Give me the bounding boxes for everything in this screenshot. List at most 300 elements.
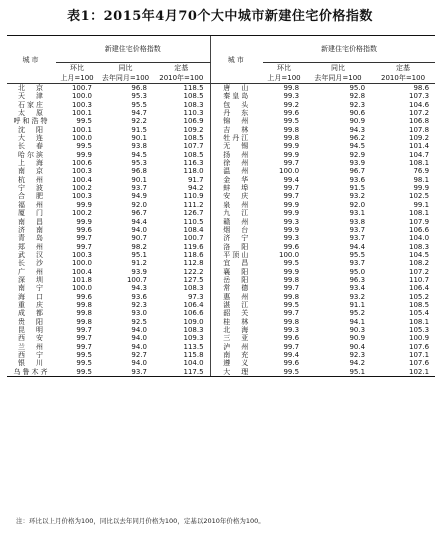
base-value: 106.6	[408, 225, 430, 234]
mom-value: 99.6	[283, 109, 300, 118]
yoy-header-left: 同比 去年同月=100	[98, 63, 153, 84]
base-value: 98.1	[413, 175, 430, 184]
mom-value: 99.3	[283, 325, 300, 334]
base-header-right: 定基 2010年=100	[371, 63, 435, 84]
city-name: 洛 阳	[210, 243, 263, 251]
yoy-value: 98.2	[131, 242, 147, 251]
mom-value: 100.7	[71, 84, 92, 92]
yoy-value: 95.0	[349, 84, 366, 92]
base-value: 108.5	[183, 150, 204, 159]
base-value: 118.6	[183, 250, 204, 259]
base-value: 100.7	[183, 234, 204, 243]
yoy-value: 95.5	[131, 100, 147, 109]
city-name: 长 沙	[18, 259, 45, 268]
city-name: 西 安	[18, 334, 45, 343]
table-row	[7, 276, 435, 284]
base-value: 104.6	[408, 100, 430, 109]
city-name: 武 汉	[18, 250, 45, 259]
table-row	[7, 184, 435, 192]
city-name: 厦 门	[18, 209, 45, 218]
city-name: 徐 州	[210, 159, 263, 167]
mom-value: 99.6	[283, 359, 300, 368]
table-row	[7, 117, 435, 125]
yoy-value: 92.3	[349, 351, 366, 359]
mom-value: 99.7	[283, 342, 300, 351]
yoy-value: 93.7	[349, 225, 366, 234]
base-value: 108.3	[183, 325, 204, 334]
mom-value: 99.7	[76, 342, 92, 351]
yoy-value: 95.3	[131, 159, 147, 168]
city-name: 南 昌	[18, 217, 45, 226]
mom-value: 99.6	[283, 242, 300, 251]
mom-value: 99.6	[283, 334, 300, 343]
base-value: 109.2	[183, 125, 204, 134]
mom-value: 100.1	[71, 125, 92, 134]
yoy-value: 93.7	[349, 259, 366, 268]
city-name: 长 春	[18, 142, 45, 151]
city-name: 安 庆	[210, 192, 263, 200]
city-name: 吉 林	[210, 126, 263, 134]
mom-value: 99.9	[283, 200, 300, 209]
yoy-value: 93.0	[131, 309, 147, 318]
yoy-value: 95.2	[349, 309, 366, 318]
yoy-value: 94.4	[349, 242, 366, 251]
yoy-value: 92.7	[131, 351, 147, 359]
yoy-value: 93.4	[349, 284, 366, 293]
base-value: 106.6	[183, 309, 204, 318]
mom-value: 99.8	[283, 134, 300, 143]
table-row	[7, 301, 435, 309]
mom-value: 100.0	[278, 167, 300, 176]
yoy-value: 95.5	[349, 250, 366, 259]
base-value: 107.6	[408, 359, 430, 368]
yoy-value: 92.9	[349, 150, 366, 159]
mom-value: 99.5	[76, 359, 92, 368]
table-row	[7, 234, 435, 242]
mom-value: 99.7	[283, 184, 300, 193]
mom-value: 100.0	[278, 250, 300, 259]
city-name: 扬 州	[210, 151, 263, 159]
yoy-value: 94.4	[131, 217, 147, 226]
mom-header-right: 环比 上月=100	[263, 63, 305, 84]
table-row	[7, 142, 435, 150]
city-name: 烟 台	[210, 226, 263, 234]
base-value: 119.6	[183, 242, 204, 251]
city-name: 惠 州	[210, 293, 263, 301]
mom-value: 99.7	[283, 284, 300, 293]
base-value: 91.7	[187, 175, 204, 184]
city-name: 呼和浩特	[13, 117, 50, 126]
mom-value: 100.3	[71, 167, 92, 176]
city-name: 宜 昌	[210, 259, 263, 267]
mom-value: 100.0	[71, 259, 92, 268]
mom-value: 99.9	[283, 209, 300, 218]
city-name: 温 州	[210, 167, 263, 175]
base-value: 105.3	[408, 325, 430, 334]
mom-value: 99.9	[283, 150, 300, 159]
yoy-value: 94.3	[131, 284, 147, 293]
yoy-value: 90.1	[131, 175, 147, 184]
city-name: 秦皇岛	[210, 92, 263, 100]
city-name: 西 宁	[18, 351, 45, 359]
base-value: 116.3	[183, 159, 204, 168]
table-row	[7, 201, 435, 209]
city-name: 泉 州	[210, 201, 263, 209]
mom-header-left: 环比 上月=100	[56, 63, 98, 84]
mom-value: 99.5	[76, 351, 92, 359]
city-name: 南 宁	[18, 284, 45, 293]
table-row	[7, 226, 435, 234]
base-value: 98.6	[413, 84, 430, 92]
yoy-value: 94.0	[131, 334, 147, 343]
base-value: 110.9	[183, 192, 204, 201]
yoy-value: 94.0	[131, 342, 147, 351]
base-value: 99.1	[413, 200, 430, 209]
mom-value: 100.6	[71, 159, 92, 168]
table-row	[7, 293, 435, 301]
yoy-value: 90.3	[349, 325, 366, 334]
base-value: 106.8	[408, 117, 430, 126]
city-name: 常 德	[210, 284, 263, 292]
city-name: 韶 关	[210, 309, 263, 317]
base-value: 110.7	[408, 275, 430, 284]
mom-value: 99.8	[76, 300, 92, 309]
index-group-header-left: 新建住宅价格指数	[56, 36, 210, 63]
city-name: 襄 阳	[210, 268, 263, 276]
yoy-value: 94.5	[131, 150, 147, 159]
city-header-left: 城市	[7, 36, 56, 84]
base-value: 115.8	[183, 351, 204, 359]
base-value: 108.5	[183, 92, 204, 101]
yoy-value: 96.7	[131, 209, 147, 218]
mom-value: 100.0	[71, 134, 92, 143]
base-value: 108.1	[408, 209, 430, 218]
city-name: 兰 州	[18, 342, 45, 351]
city-name: 成 都	[18, 309, 45, 318]
base-value: 104.0	[408, 234, 430, 243]
mom-value: 99.9	[76, 200, 92, 209]
mom-value: 99.8	[283, 84, 300, 92]
mom-value: 99.3	[283, 217, 300, 226]
mom-value: 100.4	[71, 267, 92, 276]
yoy-value: 95.3	[131, 92, 147, 101]
table-row	[7, 326, 435, 334]
base-value: 108.3	[183, 284, 204, 293]
mom-value: 99.4	[283, 175, 300, 184]
yoy-value: 94.7	[131, 109, 147, 118]
mom-value: 99.5	[76, 142, 92, 151]
base-value: 99.9	[413, 184, 430, 193]
base-value: 76.9	[413, 167, 430, 176]
yoy-value: 94.0	[131, 359, 147, 368]
table-row	[7, 251, 435, 259]
city-name: 济 宁	[210, 234, 263, 242]
yoy-value: 96.8	[131, 84, 147, 92]
city-name: 宁 波	[18, 184, 45, 193]
city-name: 桂 林	[210, 318, 263, 326]
yoy-value: 94.9	[131, 192, 147, 201]
base-value: 110.5	[183, 217, 204, 226]
base-value: 112.8	[183, 259, 204, 268]
table-row	[7, 334, 435, 342]
base-value: 108.3	[408, 242, 430, 251]
table-row	[7, 309, 435, 317]
mom-value: 99.8	[283, 317, 300, 326]
table-title: 表1：2015年4月70个大中城市新建住宅价格指数	[67, 9, 373, 24]
table-row	[7, 268, 435, 276]
mom-value: 100.2	[71, 184, 92, 193]
base-value: 107.9	[408, 217, 430, 226]
yoy-value: 91.5	[131, 125, 147, 134]
yoy-value: 93.2	[349, 192, 366, 201]
mom-value: 99.7	[76, 234, 92, 243]
city-name: 岳 阳	[210, 276, 263, 284]
mom-value: 99.9	[76, 217, 92, 226]
mom-value: 99.7	[76, 242, 92, 251]
city-name: 北 海	[210, 326, 263, 334]
table-row	[7, 151, 435, 159]
yoy-value: 93.7	[98, 368, 153, 377]
city-name: 福 州	[18, 200, 45, 209]
price-index-table	[7, 35, 435, 377]
base-header-left: 定基 2010年=100	[153, 63, 210, 84]
yoy-value: 92.3	[349, 100, 366, 109]
city-name: 青 岛	[18, 234, 45, 243]
mom-value: 99.4	[283, 351, 300, 359]
base-value: 107.6	[408, 342, 430, 351]
city-name: 沈 阳	[18, 125, 45, 134]
base-value: 106.9	[183, 117, 204, 126]
yoy-value: 95.1	[131, 250, 147, 259]
mom-value: 99.9	[283, 142, 300, 151]
yoy-value: 93.1	[349, 209, 366, 218]
base-value: 104.7	[408, 150, 430, 159]
table-row	[7, 109, 435, 117]
city-name: 石家庄	[18, 100, 45, 109]
yoy-value: 93.7	[349, 234, 366, 243]
yoy-value: 92.3	[131, 300, 147, 309]
base-value: 106.4	[408, 284, 430, 293]
base-value: 102.5	[408, 192, 430, 201]
yoy-value: 95.0	[349, 267, 366, 276]
city-name: 大 理	[210, 368, 263, 377]
base-value: 107.2	[408, 267, 430, 276]
table-row	[7, 218, 435, 226]
yoy-value: 90.1	[131, 134, 147, 143]
table-row	[7, 176, 435, 184]
mom-value: 99.8	[283, 125, 300, 134]
base-value: 105.2	[408, 292, 430, 301]
mom-value: 100.0	[71, 92, 92, 101]
table-row	[7, 343, 435, 351]
yoy-value: 90.4	[349, 342, 366, 351]
yoy-value: 91.1	[349, 300, 366, 309]
yoy-value: 92.8	[349, 92, 366, 101]
yoy-value: 93.9	[131, 267, 147, 276]
city-name: 赣 州	[210, 218, 263, 226]
yoy-value: 93.8	[349, 217, 366, 226]
city-name: 南 充	[210, 351, 263, 359]
city-name: 上 海	[18, 159, 45, 168]
mom-value: 99.5	[76, 117, 92, 126]
base-value: 94.2	[187, 184, 204, 193]
table-row	[7, 209, 435, 217]
mom-value: 99.5	[283, 117, 300, 126]
table-row	[7, 134, 435, 142]
mom-value: 99.5	[283, 259, 300, 268]
index-group-header-right: 新建住宅价格指数	[263, 36, 435, 63]
mom-value: 99.5	[263, 368, 305, 377]
city-name: 蚌 埠	[210, 184, 263, 192]
city-name: 深 圳	[18, 275, 45, 284]
table-row	[7, 243, 435, 251]
table-row	[7, 318, 435, 326]
yoy-value: 93.6	[349, 175, 366, 184]
table-row	[7, 359, 435, 367]
city-name: 南 京	[18, 167, 45, 176]
base-value: 108.3	[183, 100, 204, 109]
mom-value: 99.8	[283, 275, 300, 284]
yoy-value: 94.0	[131, 225, 147, 234]
table-row	[7, 126, 435, 134]
mom-value: 99.9	[76, 150, 92, 159]
city-name: 锦 州	[210, 117, 263, 125]
base-value: 109.0	[183, 317, 204, 326]
mom-value: 100.4	[71, 175, 92, 184]
city-name: 天 津	[18, 92, 45, 101]
mom-value: 99.5	[56, 368, 98, 377]
mom-value: 99.7	[76, 334, 92, 343]
base-value: 107.2	[408, 109, 430, 118]
yoy-value: 93.2	[349, 292, 366, 301]
mom-value: 99.6	[76, 292, 92, 301]
yoy-value: 93.9	[349, 159, 366, 168]
base-value: 117.5	[153, 368, 210, 377]
base-value: 108.5	[183, 134, 204, 143]
mom-value: 100.3	[71, 250, 92, 259]
table-row	[7, 192, 435, 200]
city-name: 太 原	[18, 109, 45, 118]
table-row	[7, 284, 435, 292]
mom-value: 100.1	[71, 109, 92, 118]
city-name: 遵 义	[210, 359, 263, 367]
table-row	[7, 368, 435, 377]
city-name: 银 川	[18, 359, 45, 368]
yoy-value: 96.3	[349, 275, 366, 284]
city-name: 广 州	[18, 267, 45, 276]
city-name: 海 口	[18, 292, 45, 301]
city-name: 湛 江	[210, 301, 263, 309]
city-name: 九 江	[210, 209, 263, 217]
city-name: 哈尔滨	[18, 150, 45, 159]
mom-value: 99.3	[283, 92, 300, 101]
yoy-value: 100.7	[126, 275, 147, 284]
mom-value: 99.2	[283, 100, 300, 109]
yoy-value: 93.6	[131, 292, 147, 301]
city-name: 重 庆	[18, 300, 45, 309]
yoy-value: 94.5	[349, 142, 366, 151]
city-name: 乌鲁木齐	[7, 368, 56, 377]
table-row	[7, 159, 435, 167]
city-name: 大 连	[18, 134, 45, 143]
base-value: 108.1	[408, 317, 430, 326]
yoy-value: 96.2	[349, 134, 366, 143]
table-row	[7, 101, 435, 109]
base-value: 118.0	[183, 167, 204, 176]
base-value: 102.1	[371, 368, 435, 377]
table-row	[7, 84, 435, 93]
city-name: 贵 阳	[18, 317, 45, 326]
base-value: 100.9	[408, 334, 430, 343]
city-header-right: 城市	[210, 36, 263, 84]
yoy-value: 92.5	[131, 317, 147, 326]
table-row	[7, 92, 435, 100]
base-value: 109.2	[408, 134, 430, 143]
base-value: 122.2	[183, 267, 204, 276]
yoy-value: 92.0	[349, 200, 366, 209]
base-value: 108.2	[408, 259, 430, 268]
mom-value: 99.6	[76, 225, 92, 234]
yoy-value: 92.2	[131, 117, 147, 126]
city-name: 唐 山	[210, 84, 263, 93]
city-name: 无 锡	[210, 142, 263, 150]
mom-value: 101.8	[71, 275, 92, 284]
base-value: 107.3	[408, 92, 430, 101]
base-value: 118.5	[183, 84, 204, 92]
yoy-value: 90.6	[349, 109, 366, 118]
mom-value: 100.2	[71, 209, 92, 218]
yoy-value: 91.2	[131, 259, 147, 268]
base-value: 105.4	[408, 309, 430, 318]
table-body	[7, 84, 435, 377]
base-value: 107.8	[408, 125, 430, 134]
mom-value: 99.5	[283, 300, 300, 309]
base-value: 97.3	[187, 292, 204, 301]
base-value: 101.4	[408, 142, 430, 151]
mom-value: 100.3	[71, 192, 92, 201]
yoy-value: 96.7	[349, 167, 366, 176]
yoy-value: 91.5	[349, 184, 366, 193]
yoy-value: 90.7	[131, 234, 147, 243]
base-value: 107.7	[183, 142, 204, 151]
base-value: 108.5	[408, 300, 430, 309]
base-value: 104.0	[183, 359, 204, 368]
mom-value: 99.7	[283, 159, 300, 168]
mom-value: 99.7	[76, 325, 92, 334]
yoy-value: 94.0	[131, 325, 147, 334]
city-name: 泸 州	[210, 343, 263, 351]
city-name: 三 亚	[210, 334, 263, 342]
mom-value: 100.3	[71, 100, 92, 109]
base-value: 109.3	[183, 334, 204, 343]
mom-value: 99.9	[283, 267, 300, 276]
city-name: 杭 州	[18, 175, 45, 184]
base-value: 127.5	[183, 275, 204, 284]
city-name: 丹 东	[210, 109, 263, 117]
city-name: 郑 州	[18, 242, 45, 251]
base-value: 106.4	[183, 300, 204, 309]
city-name: 金 华	[210, 176, 263, 184]
mom-value: 99.7	[283, 309, 300, 318]
yoy-value: 94.2	[349, 359, 366, 368]
yoy-value: 93.8	[131, 142, 147, 151]
city-name: 平顶山	[210, 251, 263, 259]
city-name: 合 肥	[18, 192, 45, 201]
base-value: 111.2	[183, 200, 204, 209]
base-value: 110.3	[183, 109, 204, 118]
footnote: 注：环比以上月价格为100，同比以去年同月价格为100，定基以2010年价格为100。	[16, 517, 265, 525]
city-name: 昆 明	[18, 325, 45, 334]
